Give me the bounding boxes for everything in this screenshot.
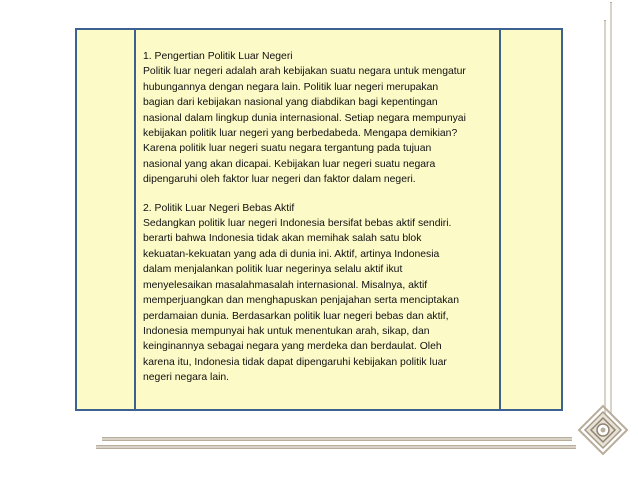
section-1-line: Politik luar negeri adalah arah kebijakan suatu negara untuk mengatur (143, 66, 466, 78)
decor-vertical-line-outer (604, 20, 606, 422)
section-1-line: nasional dalam lingkup dunia internasional. Setiap negara mempunyai (143, 112, 466, 124)
section-1-line: Karena politik luar negeri suatu negara tergantung pada tujuan (143, 143, 432, 155)
section-1-heading: 1. Pengertian Politik Luar Negeri (143, 51, 293, 62)
section-2-line: Indonesia mempunyai hak untuk menentukan arah, sikap, dan (143, 325, 430, 337)
decor-vertical-line-inner (610, 2, 612, 414)
decor-horizontal-line-lower (96, 445, 576, 449)
section-1-line: bagian dari kebijakan nasional yang diabdikan bagi kepentingan (143, 97, 438, 109)
section-2-line: Sedangkan politik luar negeri Indonesia bersifat bebas aktif sendiri. (143, 218, 452, 230)
section-2-line: perdamaian dunia. Berdasarkan politik luar negeri bebas dan aktif, (143, 310, 449, 322)
section-2-line: berarti bahwa Indonesia tidak akan memihak salah satu blok (143, 233, 422, 245)
section-2-line: negeri negara lain. (143, 372, 230, 384)
section-spacer (143, 188, 503, 201)
section-2-heading: 2. Politik Luar Negeri Bebas Aktif (143, 202, 295, 214)
section-1-line: hubungannya dengan negara lain. Politik luar negeri merupakan (143, 81, 439, 93)
section-2-line: keinginannya sebagai negara yang merdeka dan berdaulat. Oleh (143, 341, 442, 353)
section-2-line: dalam menjalankan politik luar negerinya selalu aktif ikut (143, 264, 403, 276)
section-2-line: kekuatan-kekuatan yang ada di dunia ini. Aktif, artinya Indonesia (143, 248, 440, 260)
table-column-right (499, 30, 561, 409)
section-2-line: memperjuangkan dan menghapuskan penjajahan serta menciptakan (143, 295, 459, 307)
content-cell (143, 49, 503, 386)
diamond-ornament-icon (577, 404, 629, 456)
section-1-line: dipengaruhi oleh faktor luar negeri dan faktor dalam negeri. (143, 174, 416, 186)
decor-horizontal-line-upper (102, 437, 572, 441)
content-table (75, 28, 563, 411)
section-1-line: kebijakan politik luar negeri yang berbedabeda. Mengapa demikian? (143, 128, 458, 140)
table-column-left (77, 30, 136, 409)
section-1-line: nasional yang akan dicapai. Kebijakan luar negeri suatu negara (143, 158, 436, 170)
section-2-line: menyelesaikan masalahmasalah internasional. Misalnya, aktif (143, 279, 428, 291)
section-2-line: karena itu, Indonesia tidak dapat dipengaruhi kebijakan politik luar (143, 356, 447, 368)
